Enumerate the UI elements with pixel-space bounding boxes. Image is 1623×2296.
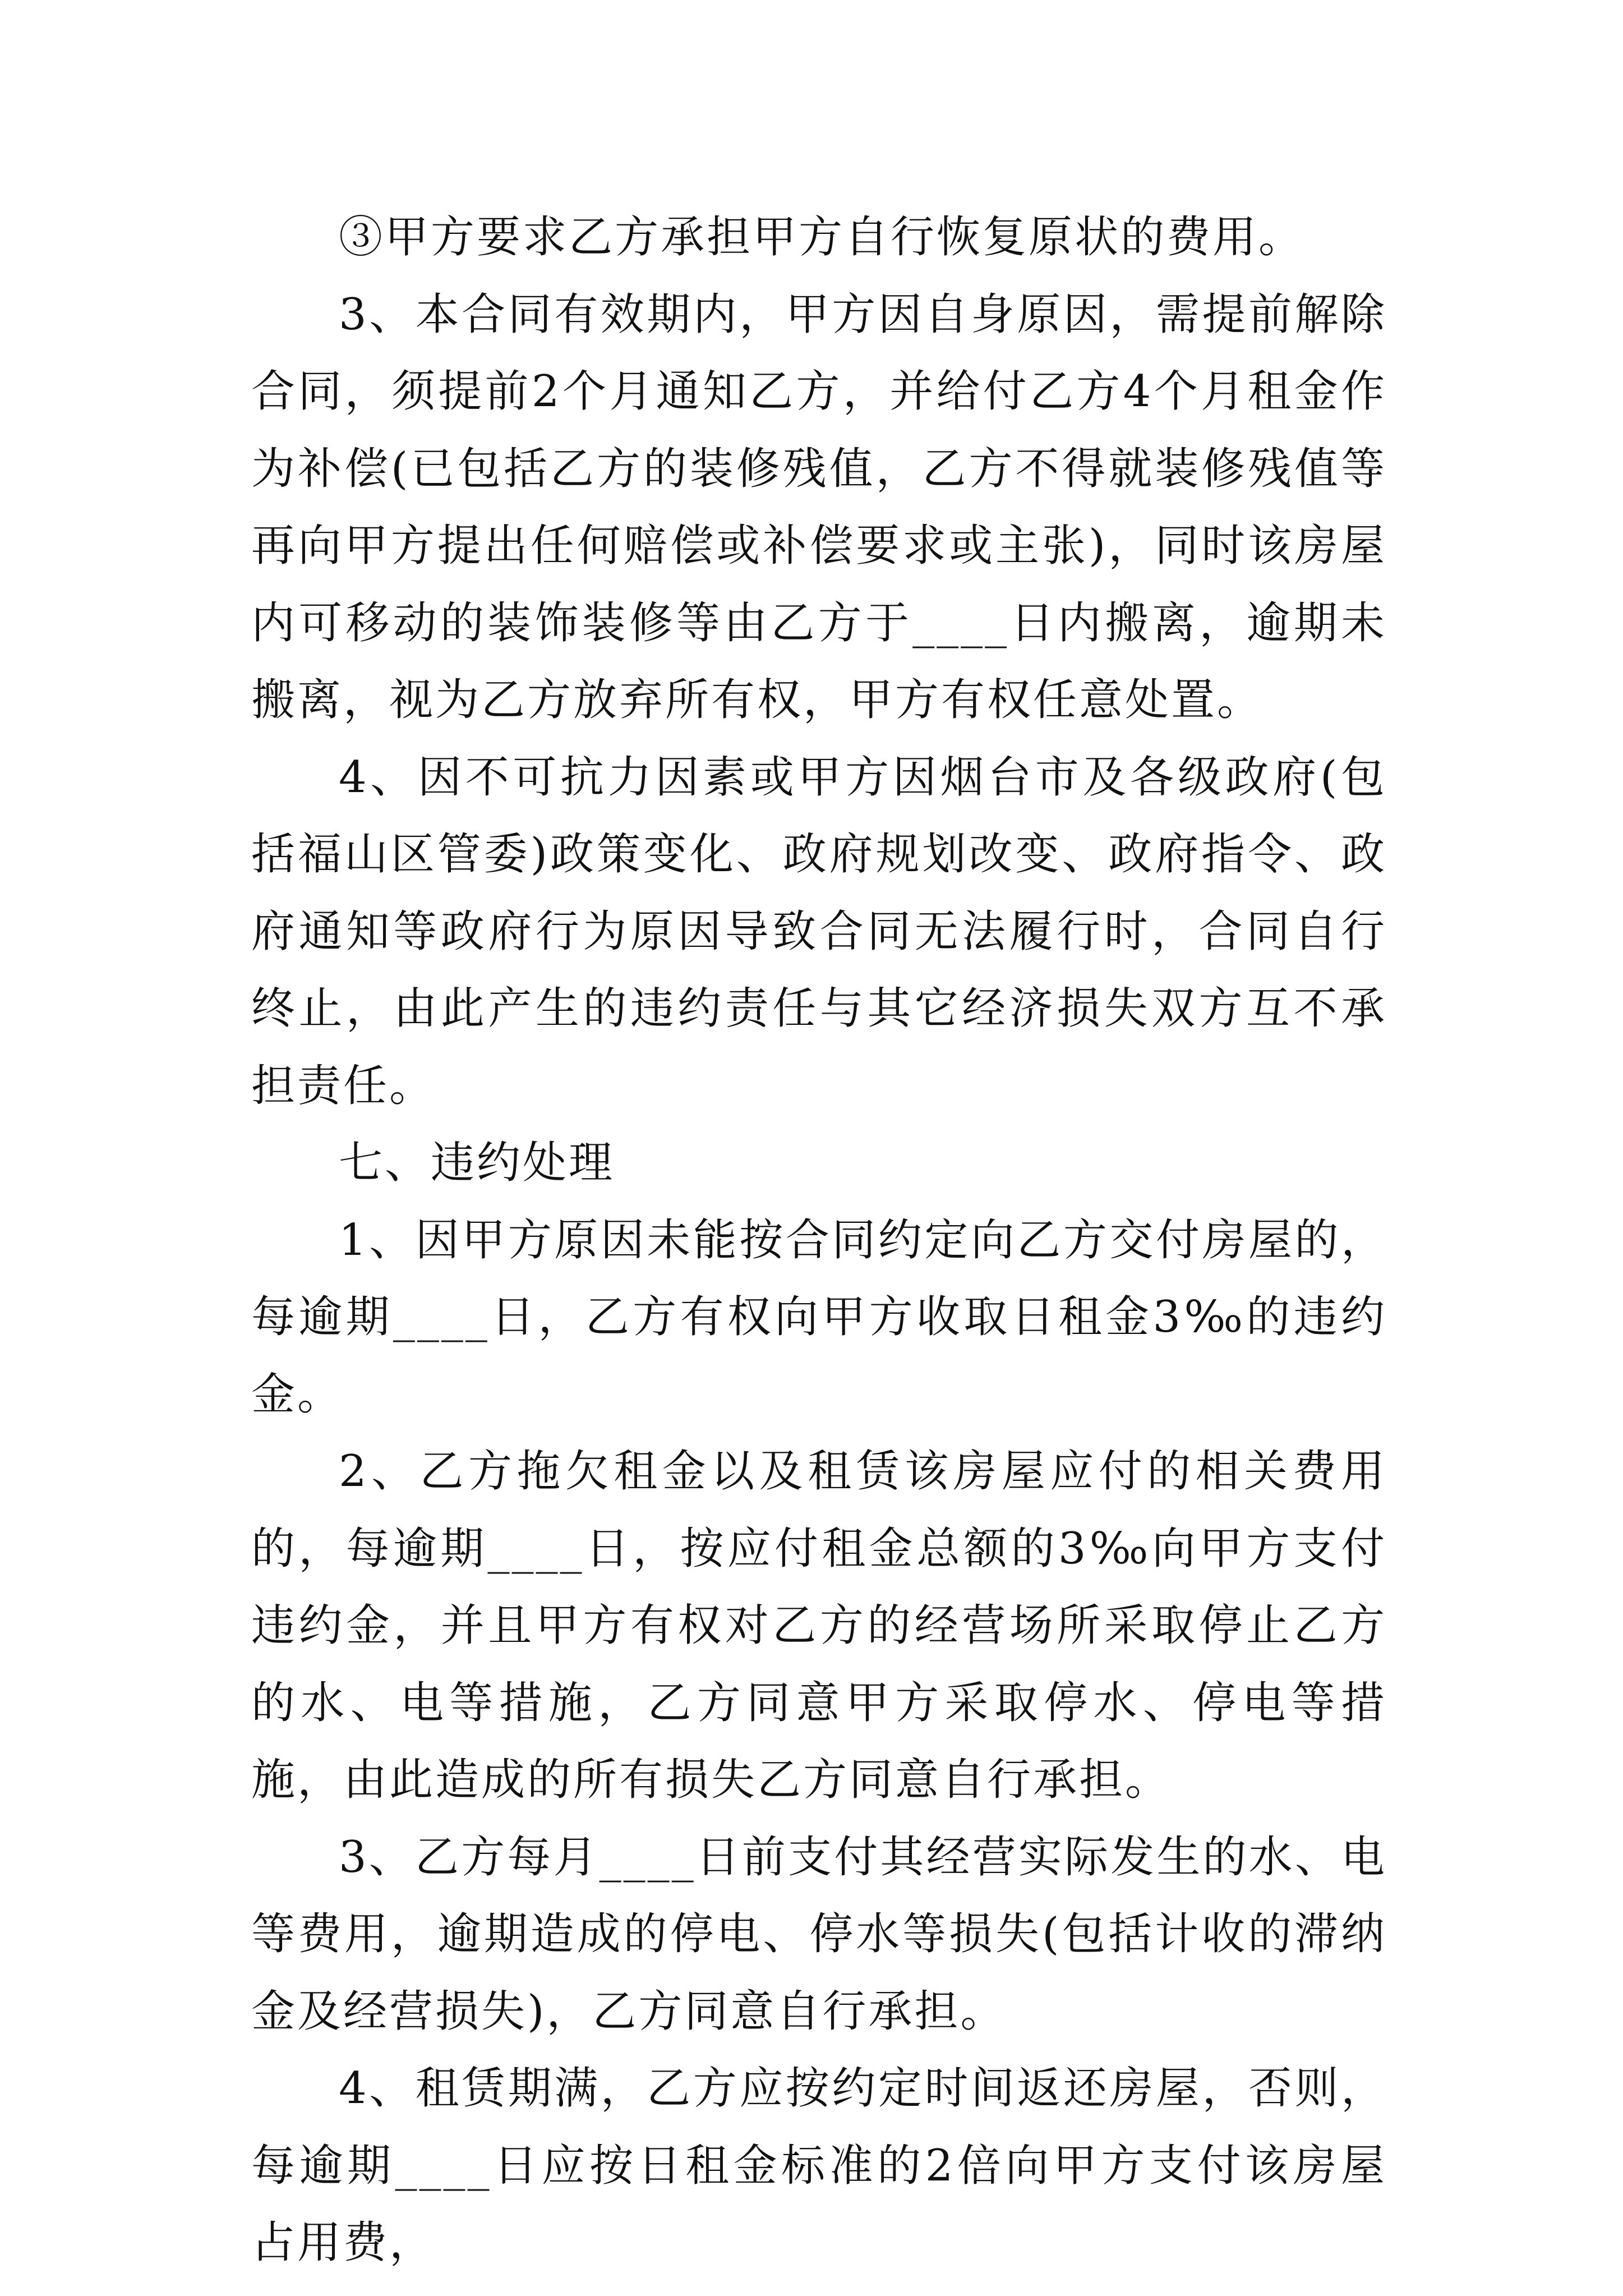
paragraph-early-termination: 3、本合同有效期内，甲方因自身原因，需提前解除合同，须提前2个月通知乙方，并给付乙方4个月租金作为补偿(已包括乙方的装修残值，乙方不得就装修残值等再向甲方提出任何赔偿或补偿要求或主张)，同时该房屋内可移动的装饰装修等由乙方于____日内搬离，逾期未搬离，视为乙方放弃所有权，甲方有权任意处置。	[251, 289, 1387, 725]
paragraph-force-majeure: 4、因不可抗力因素或甲方因烟台市及各级政府(包括福山区管委)政策变化、政府规划改变、政府指令、政府通知等政府行为原因导致合同无法履行时，合同自行终止，由此产生的违约责任与其它经济损失双方互不承担责任。	[251, 752, 1387, 1111]
paragraph-breach-2: 2、乙方拖欠租金以及租赁该房屋应付的相关费用的，每逾期____日，按应付租金总额的3‰向甲方支付违约金，并且甲方有权对乙方的经营场所采取停止乙方的水、电等措施，乙方同意甲方采取停水、停电等措施，由此造成的所有损失乙方同意自行承担。	[251, 1446, 1387, 1805]
paragraph-breach-3: 3、乙方每月____日前支付其经营实际发生的水、电等费用，逾期造成的停电、停水等损失(包括计收的滞纳金及经营损失)，乙方同意自行承担。	[251, 1832, 1387, 2037]
paragraph-breach-1: 1、因甲方原因未能按合同约定向乙方交付房屋的，每逾期____日，乙方有权向甲方收取日租金3‰的违约金。	[251, 1214, 1387, 1420]
section-heading-breach: 七、违约处理	[339, 1138, 615, 1188]
paragraph-breach-4: 4、租赁期满，乙方应按约定时间返还房屋，否则，每逾期____日应按日租金标准的2倍向甲方支付该房屋占用费，	[251, 2063, 1387, 2268]
paragraph-restore-cost: ③甲方要求乙方承担甲方自行恢复原状的费用。	[339, 212, 1305, 263]
document-body	[251, 199, 1387, 2282]
